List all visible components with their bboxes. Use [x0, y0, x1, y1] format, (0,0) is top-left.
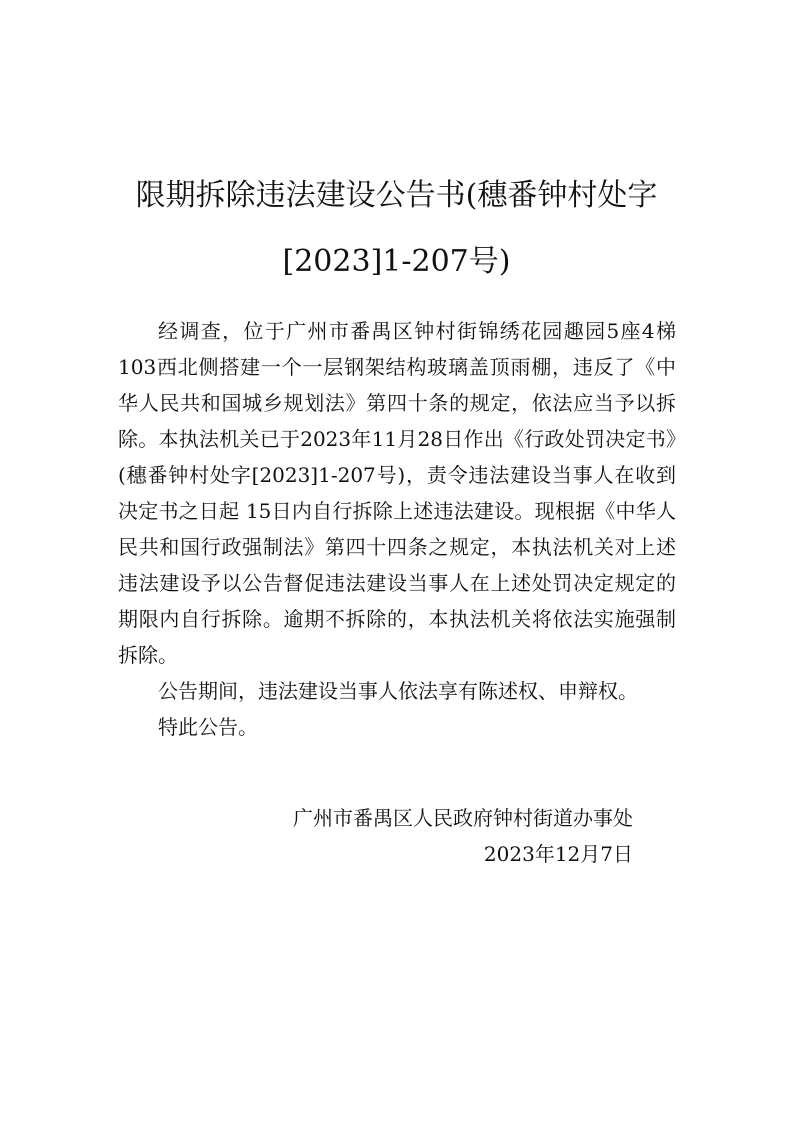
document-title — [90, 163, 703, 295]
document-body — [118, 313, 676, 745]
issue-date: 2023年12月7日 — [483, 842, 633, 866]
paragraph-closing: 特此公告。 — [158, 715, 258, 739]
issuer-name: 广州市番禺区人民政府钟村街道办事处 — [293, 806, 633, 830]
paragraph-rights: 公告期间，违法建设当事人依法享有陈述权、申辩权。 — [158, 679, 638, 703]
signature-block — [118, 800, 633, 872]
paragraph-main: 经调查，位于广州市番禺区钟村街锦绣花园趣园5座4梯103西北侧搭建一个一层钢架结构玻璃盖顶雨棚，违反了《中华人民共和国城乡规划法》第四十条的规定，依法应当予以拆除。本执法机关已于2023年11月28日作出《行政处罚决定书》(穗番钟村处字[2023]1-207号)，责令违法建设当事人在收到决定书之日起 15日内自行拆除上述违法建设。现根据《中华人民共和国行政强制法》第四十四条之规定，本执法机关对上述违法建设予以公告督促违法建设当事人在上述处罚决定规定的期限内自行拆除。逾期不拆除的，本执法机关将依法实施强制拆除。 — [118, 319, 676, 667]
title-line-1: 限期拆除违法建设公告书(穗番钟村处字 — [135, 178, 658, 213]
title-line-2: [2023]1-207号) — [282, 244, 511, 279]
